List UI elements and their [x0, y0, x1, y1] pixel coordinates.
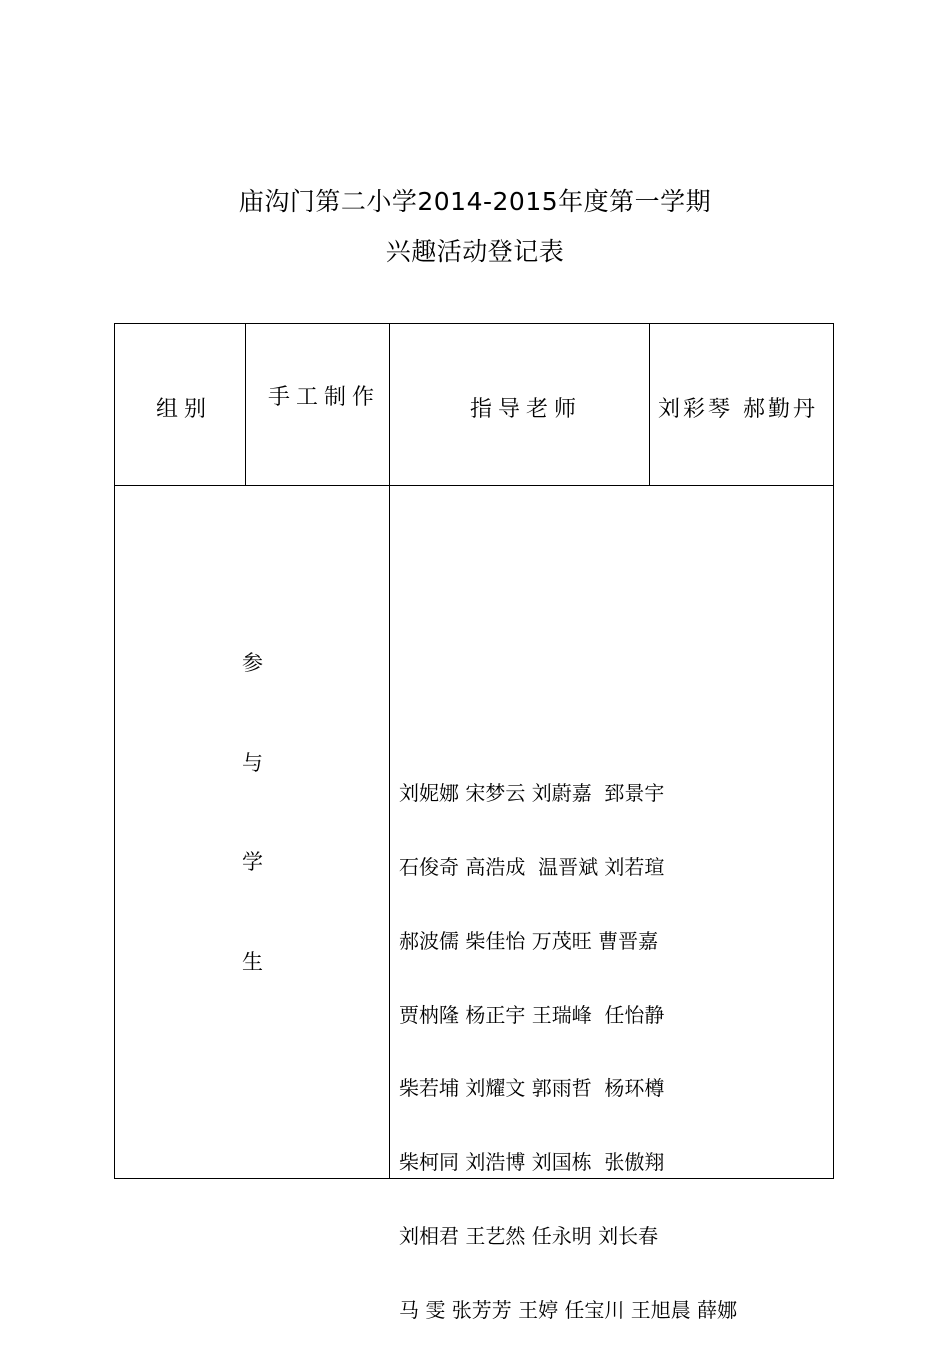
students-label-char: 参	[242, 651, 263, 675]
students-label-char: 学	[242, 850, 263, 874]
students-label-char: 生	[242, 950, 263, 974]
group-value: 手工制作	[268, 385, 381, 410]
student-list	[399, 732, 737, 1371]
document-title: 庙沟门第二小学2014-2015年度第一学期	[238, 187, 712, 216]
student-line: 石俊奇 高浩成 温晋斌 刘若瑄	[399, 854, 665, 879]
student-line: 贾枘隆 杨正宇 王瑞峰 任怡静	[399, 1002, 665, 1027]
student-line: 郝波儒 柴佳怡 万茂旺 曹晋嘉	[399, 928, 659, 953]
student-line: 马 雯 张芳芳 王婷 任宝川 王旭晨 薛娜	[399, 1297, 738, 1322]
student-line: 刘妮娜 宋梦云 刘蔚嘉 郅景宇	[399, 781, 665, 806]
document-subtitle: 兴趣活动登记表	[385, 237, 565, 266]
students-label-char: 与	[242, 751, 263, 775]
student-line: 柴若埔 刘耀文 郭雨哲 杨环樽	[399, 1076, 665, 1101]
teacher-value: 刘彩琴 郝勤丹	[658, 397, 818, 422]
students-label-cell	[114, 485, 390, 1179]
student-line: 柴柯同 刘浩博 刘国栋 张傲翔	[399, 1150, 665, 1175]
teacher-label: 指导老师	[470, 397, 583, 422]
student-line: 刘相君 王艺然 任永明 刘长春	[399, 1223, 659, 1248]
group-label: 组别	[156, 397, 213, 422]
